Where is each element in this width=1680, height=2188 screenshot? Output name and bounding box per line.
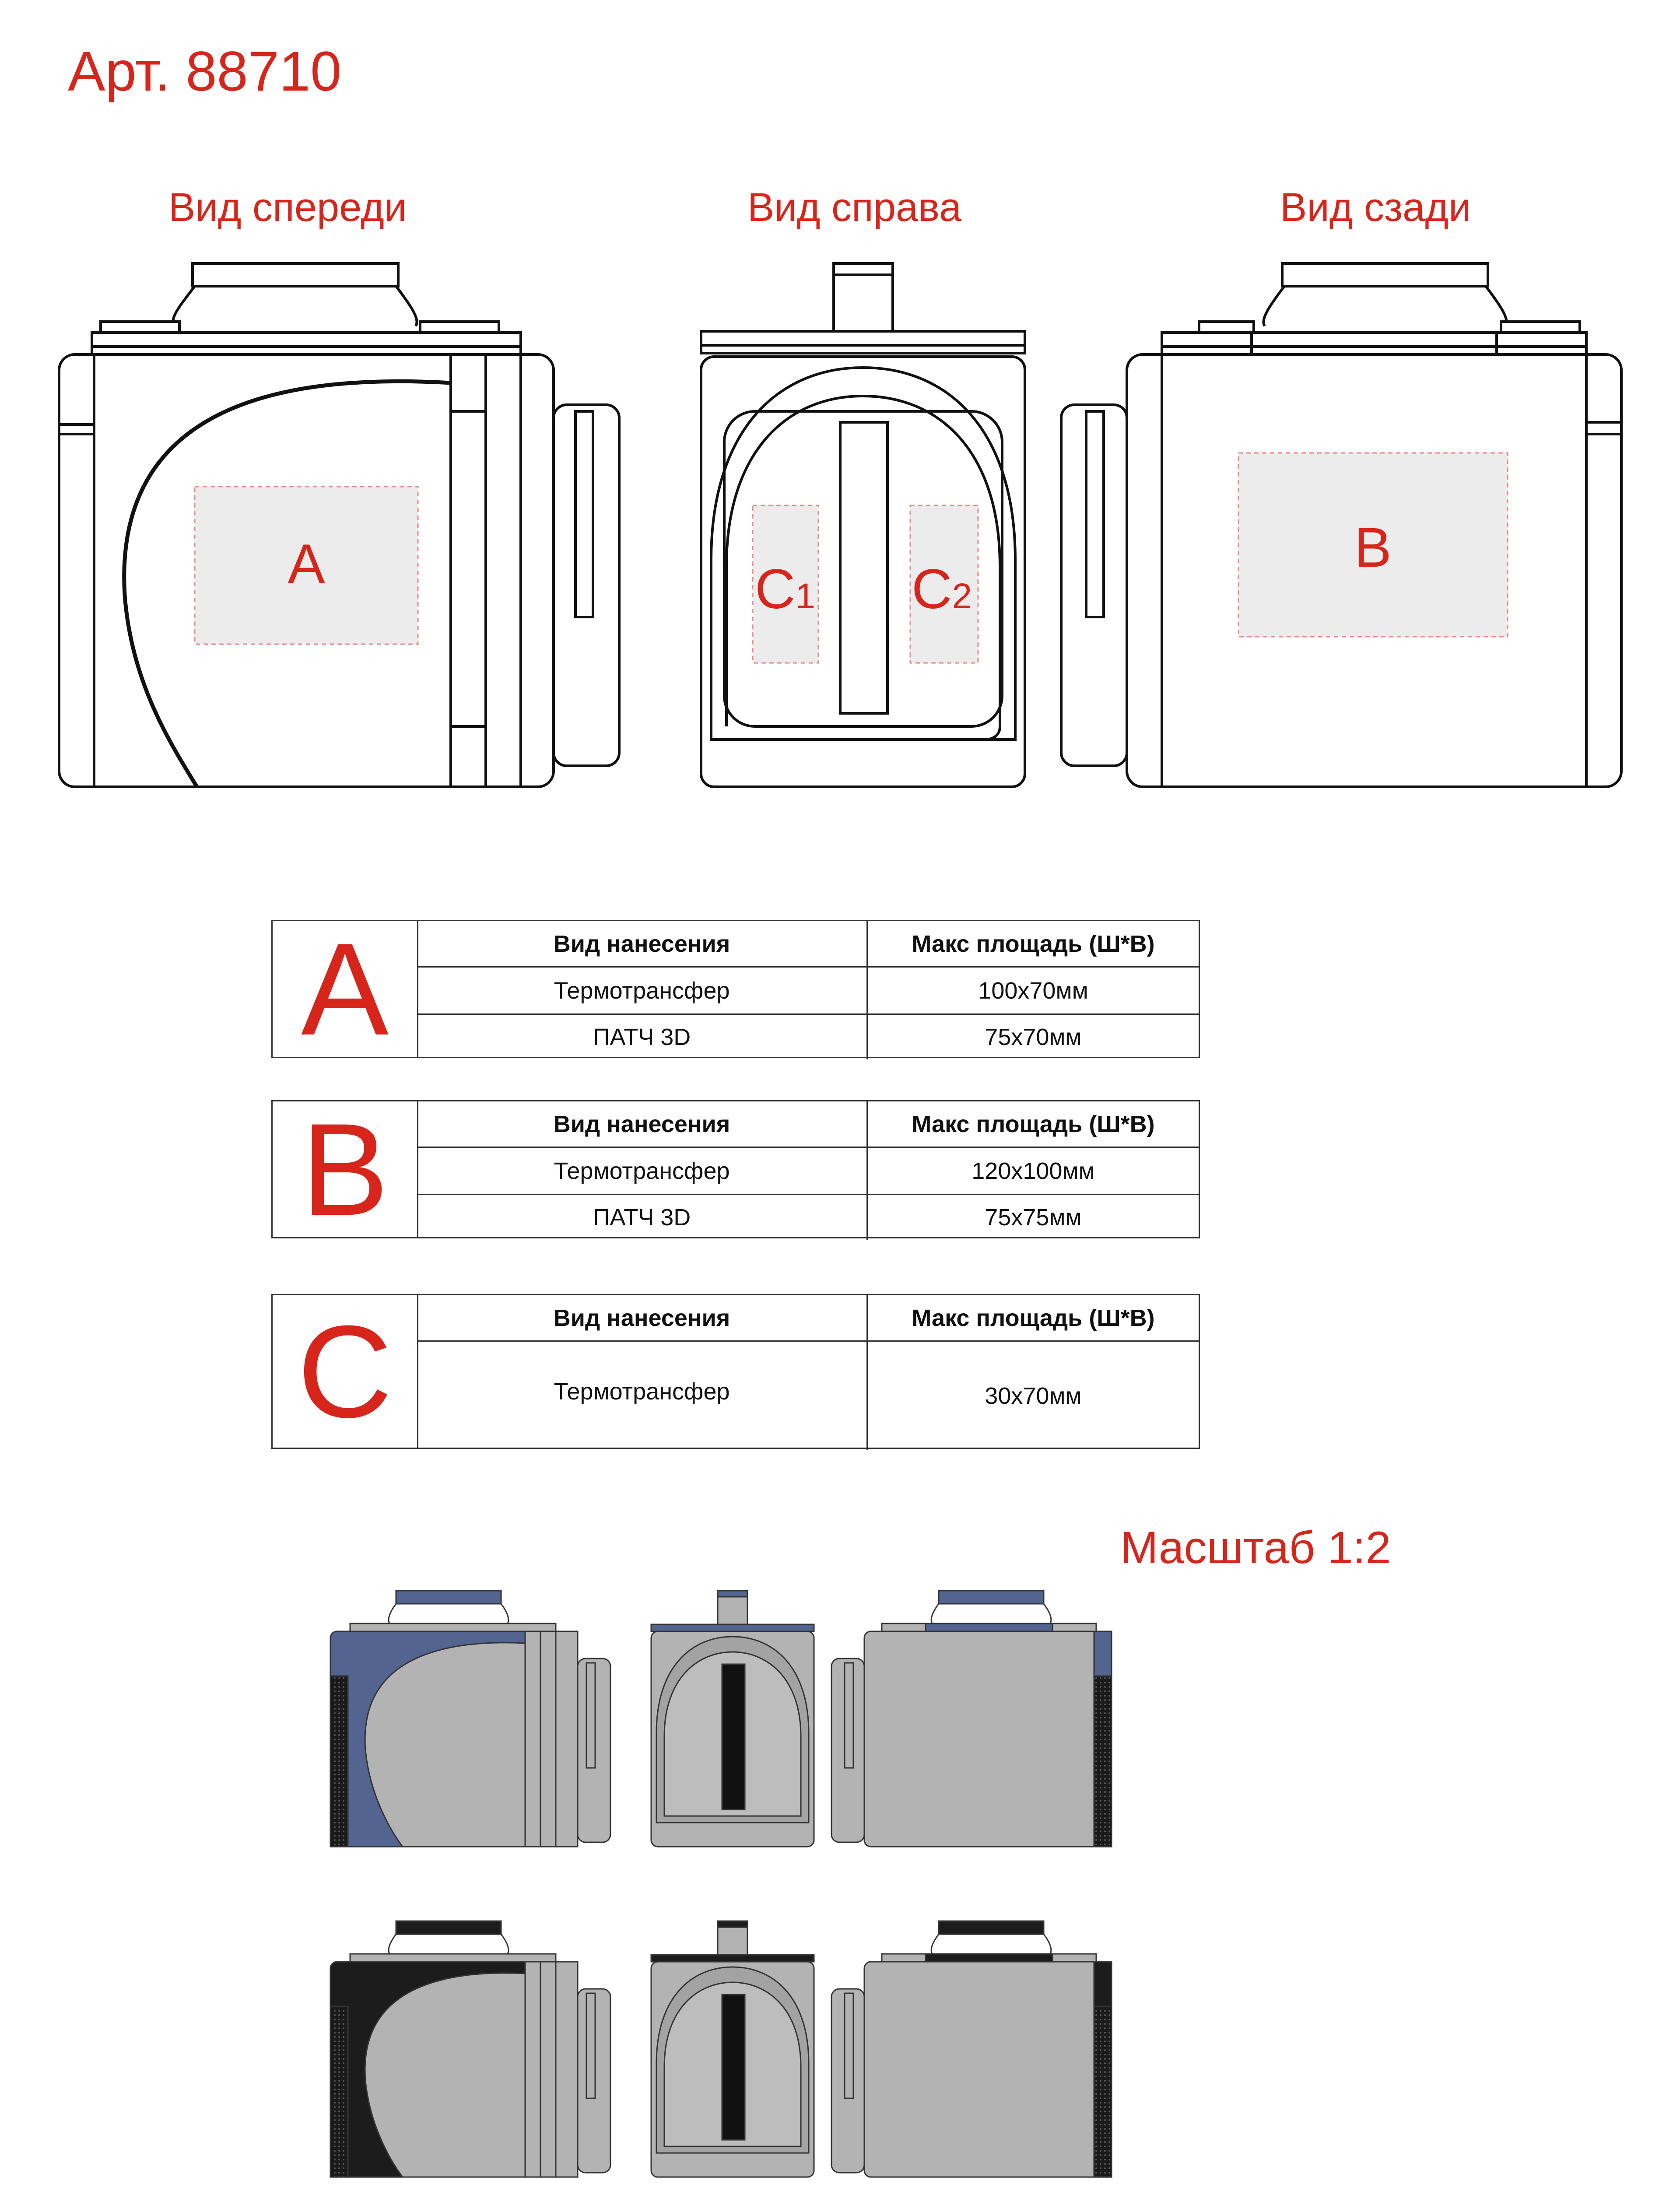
header-method: Вид нанесения xyxy=(417,1295,868,1340)
variant-blue-back xyxy=(831,1591,1112,1847)
table-zone-c: C xyxy=(273,1295,418,1448)
technical-drawings xyxy=(0,245,1680,796)
variant-black-right xyxy=(651,1921,814,2177)
header-max-area: Макс площадь (Ш*В) xyxy=(912,1304,1155,1331)
table-row xyxy=(417,968,1199,1015)
table-row xyxy=(417,1195,1199,1240)
table-zone-b: B xyxy=(273,1101,418,1237)
scale-label: Масштаб 1:2 xyxy=(1120,1522,1391,1573)
header-max-area: Макс площадь (Ш*В) xyxy=(912,930,1155,957)
area-cell: 75х75мм xyxy=(985,1204,1082,1231)
table-row xyxy=(417,1015,1199,1059)
article-title: Арт. 88710 xyxy=(68,40,342,103)
header-method: Вид нанесения xyxy=(417,921,868,966)
color-variants xyxy=(0,1575,1680,2188)
variant-black xyxy=(330,1921,1112,2177)
zone-c2-letter: C xyxy=(912,558,952,621)
area-cell: 75х70мм xyxy=(985,1024,1082,1050)
zone-c1-letter: C xyxy=(755,558,796,621)
method-cell: Термотрансфер xyxy=(417,1148,868,1194)
variant-black-front xyxy=(330,1921,610,2177)
table-zone-a: A xyxy=(273,921,418,1057)
header-method: Вид нанесения xyxy=(417,1101,868,1147)
variant-blue-right xyxy=(651,1591,814,1847)
zone-b-label: B xyxy=(1354,516,1392,579)
method-cell: ПАТЧ 3D xyxy=(417,1195,868,1240)
print-table-c xyxy=(271,1294,1200,1449)
print-table-a xyxy=(271,915,1200,1062)
table-row xyxy=(417,1148,1199,1195)
front-view-label: Вид спереди xyxy=(168,185,407,230)
table-header-row xyxy=(417,1101,1199,1148)
variant-black-back xyxy=(831,1921,1112,2177)
zone-a-label: A xyxy=(288,533,325,596)
method-cell: ПАТЧ 3D xyxy=(417,1015,868,1059)
method-cell: Термотрансфер xyxy=(417,1342,868,1450)
method-cell: Термотрансфер xyxy=(417,968,868,1013)
area-cell: 120х100мм xyxy=(972,1157,1095,1184)
right-view-label: Вид справа xyxy=(747,185,962,230)
table-row xyxy=(417,1342,1199,1450)
zone-c2-index: 2 xyxy=(952,576,972,616)
header-max-area: Макс площадь (Ш*В) xyxy=(912,1111,1155,1137)
zone-c1-index: 1 xyxy=(795,576,816,616)
area-cell: 30х70мм xyxy=(985,1383,1082,1409)
table-header-row xyxy=(417,921,1199,968)
back-view-label: Вид сзади xyxy=(1280,185,1471,230)
table-header-row xyxy=(417,1295,1199,1342)
print-table-b xyxy=(271,1096,1200,1243)
variant-blue xyxy=(330,1591,1112,1847)
area-cell: 100х70мм xyxy=(978,977,1088,1004)
variant-blue-front xyxy=(330,1591,610,1847)
